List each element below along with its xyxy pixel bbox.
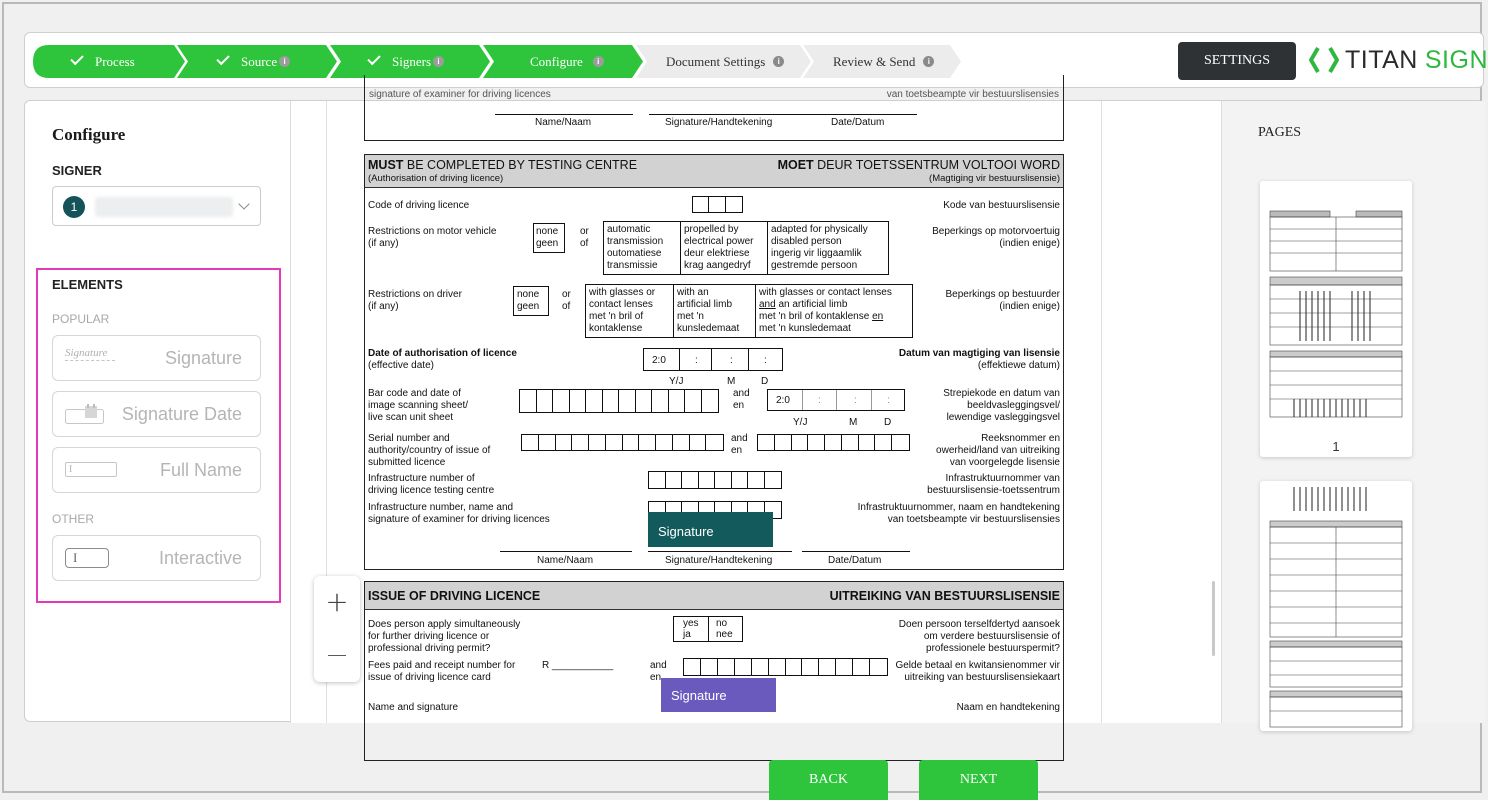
doc-text: Gelde betaal en kwitansienommer vir — [895, 660, 1060, 671]
doc-text: Restrictions on driver — [368, 289, 462, 300]
doc-text: DEUR TOETSSENTRUM VOLTOOI WORD — [813, 158, 1060, 172]
doc-text: (indien enige) — [999, 301, 1060, 312]
doc-text: signature of examiner for driving licences — [368, 514, 550, 525]
doc-text: issue of driving licence card — [368, 672, 491, 683]
element-signature[interactable] — [52, 335, 261, 381]
doc-text: Signature/Handtekening — [665, 555, 773, 566]
pages-panel — [1221, 101, 1485, 723]
logo-text-titan: TITAN — [1345, 46, 1418, 74]
doc-text: Name/Naam — [537, 555, 594, 566]
doc-text: van toetsbeampte vir bestuurslisensies — [886, 89, 1059, 100]
doc-text: om verdere bestuurslisensie of — [923, 631, 1060, 642]
step-process[interactable] — [33, 45, 185, 78]
elements-title: ELEMENTS — [52, 277, 123, 292]
page-thumbnail-1[interactable] — [1260, 181, 1412, 457]
page-number: 1 — [1332, 439, 1340, 454]
doc-line — [649, 114, 805, 115]
sidebar-title: Configure — [52, 125, 126, 144]
doc-text: professionele bestuurspermit? — [926, 643, 1060, 654]
doc-text: or — [562, 289, 571, 300]
info-icon[interactable]: i — [923, 56, 934, 67]
doc-text: Restrictions on motor vehicle — [368, 226, 497, 237]
doc-text: of — [580, 238, 589, 249]
info-icon[interactable]: i — [773, 56, 784, 67]
doc-text: Kode van bestuurslisensie — [943, 200, 1060, 211]
doc-text: Serial number and — [368, 433, 450, 444]
calendar-icon — [65, 404, 105, 426]
element-label: Signature — [164, 348, 242, 368]
doc-text: Name and signature — [368, 702, 459, 713]
code-boxes — [692, 196, 743, 213]
doc-text: BE COMPLETED BY TESTING CENTRE — [403, 158, 638, 172]
driver-options-box: with glasses or contact lenses met 'n bril of kontaklense with an artificial limb met 'n kunsledemaat with glasses or contact lenses and an artificial limb met 'n bril of kontaklense en met 'n kunsledemaat — [585, 284, 913, 338]
settings-button[interactable]: SETTINGS — [1178, 42, 1296, 80]
check-icon — [216, 52, 229, 65]
signer-name-redacted — [95, 197, 233, 217]
element-label: Signature Date — [121, 404, 242, 424]
doc-text: Infrastruktuurnommer, naam en handtekening — [857, 502, 1060, 513]
doc-text: van voorgelegde lisensie — [949, 457, 1060, 468]
doc-text: Beperkings op bestuurder — [945, 289, 1060, 300]
doc-text: and — [731, 433, 748, 444]
zoom-in-button[interactable]: + — [325, 585, 349, 618]
doc-text: Infrastruktuurnommer van — [945, 473, 1060, 484]
doc-text: of — [562, 301, 571, 312]
step-label: Review & Send — [833, 54, 916, 69]
step-label: Process — [95, 54, 135, 69]
step-document-settings[interactable] — [636, 45, 811, 78]
placed-signature-field[interactable]: Signature — [648, 512, 773, 547]
step-label: Source — [241, 54, 278, 69]
wizard-steps — [33, 45, 963, 78]
doc-line — [648, 551, 792, 552]
app-frame — [2, 2, 1488, 793]
authority-boxes — [757, 434, 910, 451]
infrastructure-boxes — [648, 471, 782, 489]
doc-text: owerheid/land van uitreiking — [936, 445, 1060, 456]
doc-text: Y/J — [669, 376, 684, 387]
document-viewer[interactable] — [291, 89, 1221, 723]
document-page — [364, 81, 1064, 741]
signer-label: SIGNER — [52, 163, 102, 178]
doc-text: Infrastructure number, name and — [368, 502, 514, 513]
popular-label: POPULAR — [52, 312, 110, 326]
doc-text: live scan unit sheet — [368, 412, 454, 423]
doc-text: Strepiekode en datum van — [943, 388, 1060, 399]
doc-text: professional driving permit? — [368, 643, 491, 654]
elements-panel — [36, 268, 281, 603]
doc-text: driving licence testing centre — [368, 485, 495, 496]
doc-line — [805, 114, 917, 115]
zoom-controls — [314, 576, 360, 682]
doc-text: D — [884, 417, 892, 428]
check-icon — [367, 52, 380, 65]
doc-text: for further driving licence or — [368, 631, 490, 642]
serial-boxes — [521, 434, 724, 451]
step-review-send[interactable] — [803, 45, 961, 78]
doc-text: (indien enige) — [999, 238, 1060, 249]
doc-text: (effective date) — [368, 360, 434, 371]
signer-dropdown[interactable] — [52, 186, 261, 226]
authorisation-date-box: 2:0 : : : — [643, 348, 783, 371]
doc-text: en — [731, 445, 743, 456]
doc-line — [802, 551, 910, 552]
doc-text: Beperkings op motorvoertuig — [932, 226, 1060, 237]
step-label: Document Settings — [666, 54, 766, 69]
doc-text: D — [761, 376, 769, 387]
doc-text: Reeksnommer en — [981, 433, 1060, 444]
doc-text: Fees paid and receipt number for — [368, 660, 516, 671]
logo-text-sign: SIGN — [1424, 46, 1488, 74]
other-label: OTHER — [52, 512, 94, 526]
doc-text: Infrastructure number of — [368, 473, 475, 484]
doc-text: ISSUE OF DRIVING LICENCE — [368, 589, 541, 603]
page-preview-image — [1260, 181, 1412, 457]
doc-text: Date of authorisation of licence — [368, 348, 517, 359]
element-label: Interactive — [158, 548, 242, 568]
barcode-boxes — [519, 389, 719, 413]
text-field-icon: I — [65, 462, 117, 477]
signer-number-badge: 1 — [63, 196, 85, 218]
section-prev — [364, 75, 1064, 141]
logo-mark-icon — [1309, 45, 1339, 75]
input-field-icon: I — [65, 548, 109, 568]
document-scrollbar[interactable] — [1212, 581, 1215, 656]
yes-no-box: yes ja no nee — [673, 616, 743, 642]
main-panel — [24, 89, 1484, 722]
doc-text: (Magtiging vir bestuurslisensie) — [929, 173, 1060, 184]
page-thumbnail-2[interactable] — [1260, 481, 1412, 731]
step-label: Signers — [392, 54, 431, 69]
pages-title: PAGES — [1258, 125, 1302, 140]
doc-text: Code of driving licence — [368, 200, 470, 211]
none-box: none geen — [513, 286, 549, 316]
doc-text: Doen persoon terselfdertyd aansoek — [898, 619, 1060, 630]
doc-text: UITREIKING VAN BESTUURSLISENSIE — [829, 589, 1060, 603]
element-signature-date[interactable] — [52, 391, 261, 437]
doc-text: R ___________ — [542, 660, 614, 671]
step-signers[interactable] — [330, 45, 490, 78]
doc-text: and — [650, 660, 667, 671]
doc-line — [495, 114, 633, 115]
barcode-date-box: 2:0 : : : — [767, 389, 905, 411]
doc-text: submitted licence — [368, 457, 446, 468]
step-source[interactable] — [177, 45, 337, 78]
info-icon[interactable]: i — [593, 56, 604, 67]
doc-text: (Authorisation of driving licence) — [368, 173, 504, 184]
next-button[interactable]: NEXT — [919, 760, 1038, 800]
back-button[interactable]: BACK — [769, 760, 888, 800]
section-issue-licence — [364, 581, 1064, 761]
doc-text: beeldvasleggingsvel/ — [967, 400, 1060, 411]
section-testing-centre — [364, 154, 1064, 570]
doc-text: Date/Datum — [828, 555, 882, 566]
doc-text: Naam en handtekening — [956, 702, 1060, 713]
placed-signature-field[interactable]: Signature — [661, 678, 776, 712]
vehicle-options-box: automatic transmission outomatiese transmissie propelled by electrical power deur elektriese krag aangedryf adapted for physically disabled person ingerig vir liggaamlik gestremde persoon — [603, 221, 889, 275]
doc-text: van toetsbeampte vir bestuurslisensies — [887, 514, 1060, 525]
receipt-boxes — [683, 658, 888, 676]
check-icon — [70, 52, 83, 65]
doc-text: Name/Naam — [535, 117, 592, 128]
info-icon[interactable]: i — [279, 56, 290, 67]
doc-text: Bar code and date of — [368, 388, 461, 399]
doc-text: MOET — [777, 158, 814, 172]
info-icon[interactable]: i — [433, 56, 444, 67]
doc-text: lewendige vasleggingsvel — [946, 412, 1060, 423]
doc-text: MUST — [368, 158, 404, 172]
doc-text: Date/Datum — [831, 117, 885, 128]
doc-text: authority/country of issue of — [368, 445, 491, 456]
doc-text: M — [849, 417, 858, 428]
chevron-down-icon — [238, 198, 249, 209]
element-full-name[interactable] — [52, 447, 261, 493]
configure-sidebar — [25, 101, 291, 723]
doc-text: bestuurslisensie-toetssentrum — [927, 485, 1060, 496]
doc-text: or — [580, 226, 589, 237]
signature-icon: Signature — [65, 347, 115, 361]
titan-sign-logo — [1309, 45, 1488, 75]
doc-text: uitreiking van bestuurslisensiekaart — [904, 672, 1060, 683]
doc-text: and — [733, 388, 750, 399]
step-configure[interactable] — [483, 45, 643, 78]
element-label: Full Name — [159, 460, 242, 480]
element-interactive[interactable] — [52, 535, 261, 581]
doc-text: Y/J — [793, 417, 808, 428]
none-box: none geen — [533, 223, 565, 253]
document-page-container — [326, 89, 1102, 723]
zoom-out-button[interactable]: — — [327, 642, 347, 666]
step-label: Configure — [530, 54, 583, 69]
doc-text: M — [727, 376, 736, 387]
doc-text: Does person apply simultaneously — [368, 619, 521, 630]
doc-text: (if any) — [368, 238, 399, 249]
page-preview-image — [1260, 481, 1412, 731]
doc-text: Signature/Handtekening — [665, 117, 773, 128]
doc-text: image scanning sheet/ — [368, 400, 469, 411]
doc-text: Datum van magtiging van lisensie — [898, 348, 1060, 359]
doc-text: en — [650, 672, 662, 683]
doc-text: signature of examiner for driving licences — [369, 89, 551, 100]
doc-text: (effektiewe datum) — [977, 360, 1060, 371]
doc-text: en — [733, 400, 745, 411]
doc-text: (if any) — [368, 301, 399, 312]
doc-line — [500, 551, 632, 552]
